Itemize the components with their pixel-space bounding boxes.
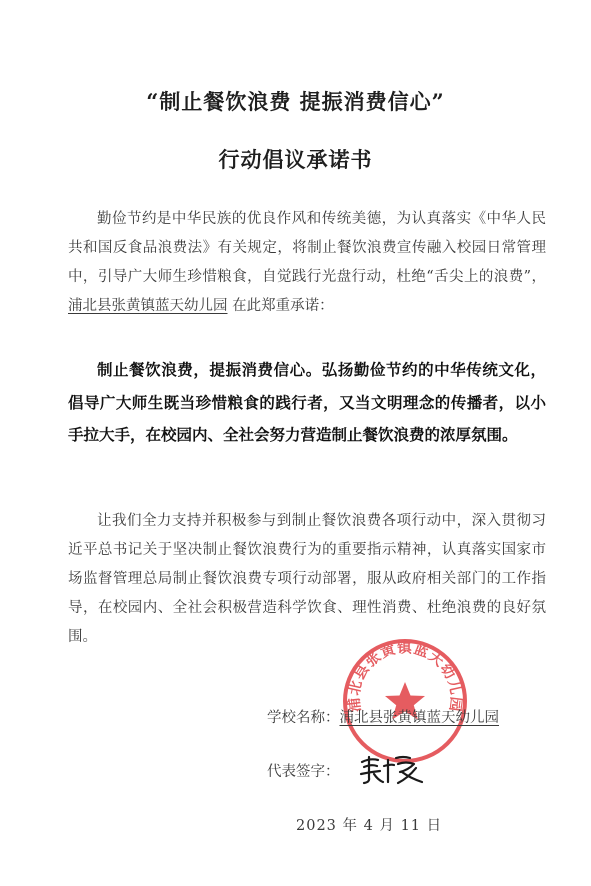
representative-label: 代表签字：: [267, 764, 340, 780]
paragraph-intro: [68, 205, 546, 321]
seal-text: 浦北县张黄镇蓝天幼儿园: [346, 640, 464, 714]
document-title-line2: 行动倡议承诺书: [218, 147, 373, 172]
paragraph-intro-tail: 在此郑重承诺：: [227, 298, 334, 314]
school-name-inline: 浦北县张黄镇蓝天幼儿园: [68, 298, 228, 314]
document-date: 2023 年 4 月 11 日: [296, 818, 443, 834]
document-title-line1: “制止餐饮浪费 提振消费信心”: [146, 89, 445, 114]
paragraph-commitment: 制止餐饮浪费，提振消费信心。弘扬勤俭节约的中华传统文化，倡导广大师生既当珍惜粮食的践行者，又当文明理念的传播者，以小手拉大手，在校园内、全社会努力营造制止餐饮浪费的浓厚氛围。: [68, 361, 546, 444]
representative-signature-row: [267, 760, 340, 781]
paragraph-call-to-action: 让我们全力支持并积极参与到制止餐饮浪费各项行动中，深入贯彻习近平总书记关于坚决制止餐饮浪费行为的重要指示精神，认真落实国家市场监督管理总局制止餐饮浪费专项行动部署，服从政府相关部门的工作指导，在校园内、全社会积极营造科学饮食、理性消费、杜绝浪费的良好氛围。: [68, 513, 546, 645]
official-seal: [340, 636, 470, 766]
paragraph-intro-text: 勤俭节约是中华民族的优良作风和传统美德，为认真落实《中华人民共和国反食品浪费法》有关规定，将制止餐饮浪费宣传融入校园日常管理中，引导广大师生珍惜粮食，自觉践行光盘行动，杜绝“舌尖上的浪费”，: [68, 211, 546, 285]
school-name-label: 学校名称：: [267, 710, 340, 726]
handwritten-signature: [358, 752, 428, 786]
school-name-row: [267, 706, 499, 727]
school-name-value: 浦北县张黄镇蓝天幼儿园: [339, 710, 499, 726]
